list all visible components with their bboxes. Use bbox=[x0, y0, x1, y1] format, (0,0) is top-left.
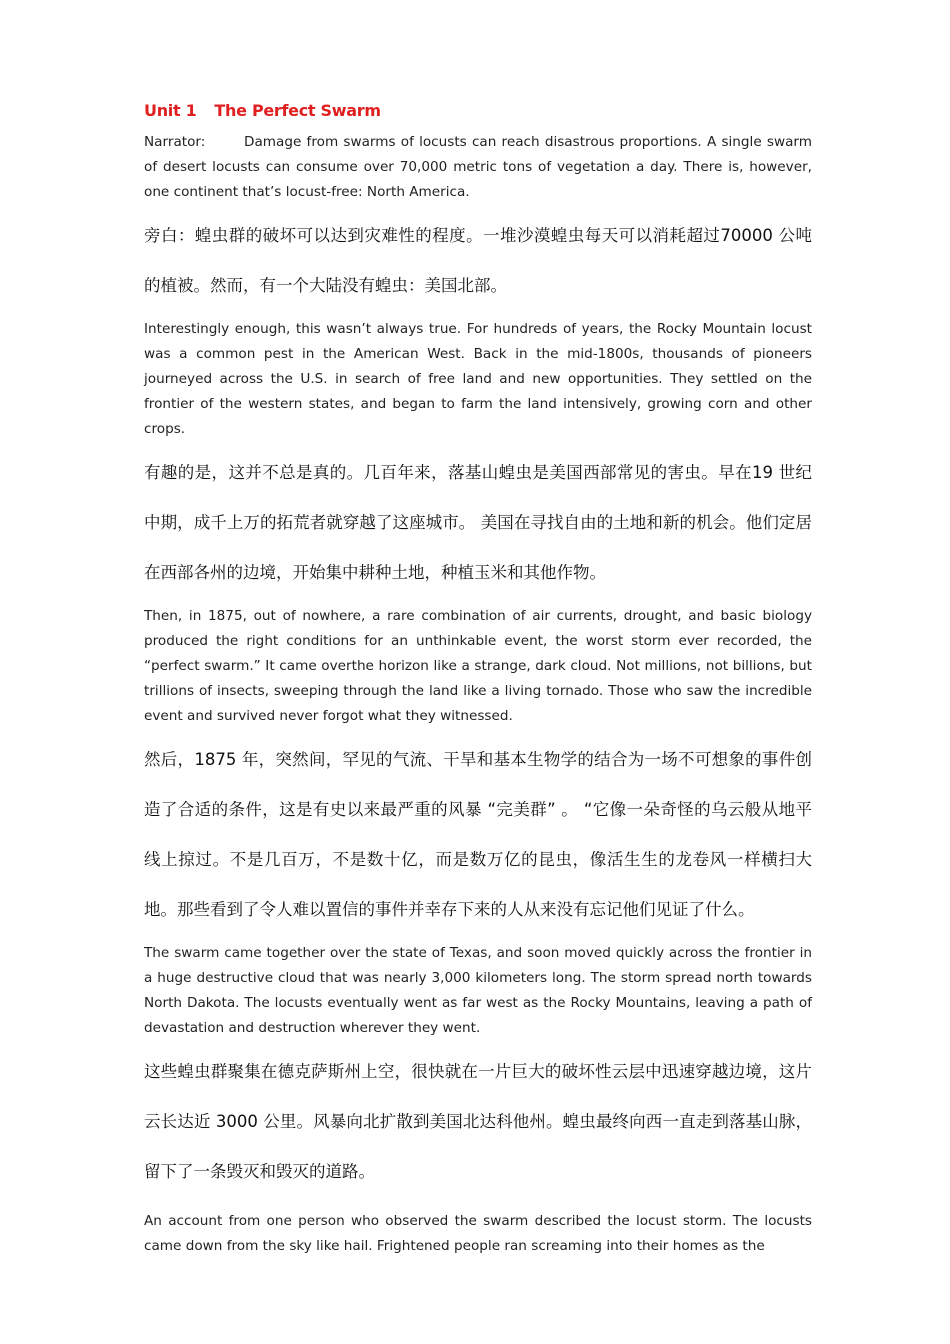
english-paragraph-1 bbox=[144, 130, 812, 205]
chinese-paragraph-4: 这些蝗虫群聚集在德克萨斯州上空，很快就在一片巨大的破坏性云层中迅速穿越边境，这片云长达近 3000 公里。风暴向北扩散到美国北达科他州。蝗虫最终向西一直走到落基山脉，留下了一条毁灭和毁灭的道路。 bbox=[144, 1062, 812, 1181]
document-page bbox=[144, 98, 812, 1259]
english-paragraph-3: Then, in 1875, out of nowhere, a rare combination of air currents, drought, and basic biology produced the right conditions for an unthinkable event, the worst storm ever recorded, the “perfect swarm.” It came overthe horizon like a strange, dark cloud. Not millions, not billions, but trillions of insects, sweeping through the land like a living tornado. Those who saw the incredible event and survived never forgot what they witnessed. bbox=[144, 608, 812, 724]
english-paragraph-4: The swarm came together over the state of Texas, and soon moved quickly across the frontier in a huge destructive cloud that was nearly 3,000 kilometers long. The storm spread north towards North Dakota. The locusts eventually went as far west as the Rocky Mountains, leaving a path of devastation and destruction wherever they went. bbox=[144, 945, 812, 1036]
english-paragraph-1-text: Damage from swarms of locusts can reach disastrous proportions. A single swarm of desert locusts can consume over 70,000 metric tons of vegetation a day. There is, however, one continent that’s locust-free: North America. bbox=[144, 134, 812, 200]
english-paragraph-5: An account from one person who observed the swarm described the locust storm. The locusts came down from the sky like hail. Frightened people ran screaming into their homes as the bbox=[144, 1213, 812, 1254]
chinese-paragraph-3: 然后，1875 年，突然间，罕见的气流、干旱和基本生物学的结合为一场不可想象的事件创造了合适的条件，这是有史以来最严重的风暴 “完美群” 。 “它像一朵奇怪的乌云般从地平线上掠过。不是几百万，不是数十亿，而是数万亿的昆虫，像活生生的龙卷风一样横扫大地。那些看到了令人难以置信的事件并幸存下来的人从来没有忘记他们见证了什么。 bbox=[144, 750, 812, 919]
unit-title: The Perfect Swarm bbox=[214, 101, 381, 120]
narrator-label: Narrator: bbox=[144, 134, 206, 150]
chinese-paragraph-2: 有趣的是，这并不总是真的。几百年来，落基山蝗虫是美国西部常见的害虫。早在19 世纪中期，成千上万的拓荒者就穿越了这座城市。 美国在寻找自由的土地和新的机会。他们定居在西部各州的边境，开始集中耕种土地，种植玉米和其他作物。 bbox=[144, 463, 812, 582]
english-paragraph-2: Interestingly enough, this wasn’t always true. For hundreds of years, the Rocky Mountain locust was a common pest in the American West. Back in the mid-1800s, thousands of pioneers journeyed across the U.S. in search of free land and new opportunities. They settled on the frontier of the western states, and began to farm the land intensively, growing corn and other crops. bbox=[144, 321, 812, 437]
chinese-paragraph-1: 旁白：蝗虫群的破坏可以达到灾难性的程度。一堆沙漠蝗虫每天可以消耗超过70000 公吨的植被。然而，有一个大陆没有蝗虫：美国北部。 bbox=[144, 226, 812, 295]
unit-number: Unit 1 bbox=[144, 101, 197, 120]
document-title bbox=[144, 98, 812, 124]
